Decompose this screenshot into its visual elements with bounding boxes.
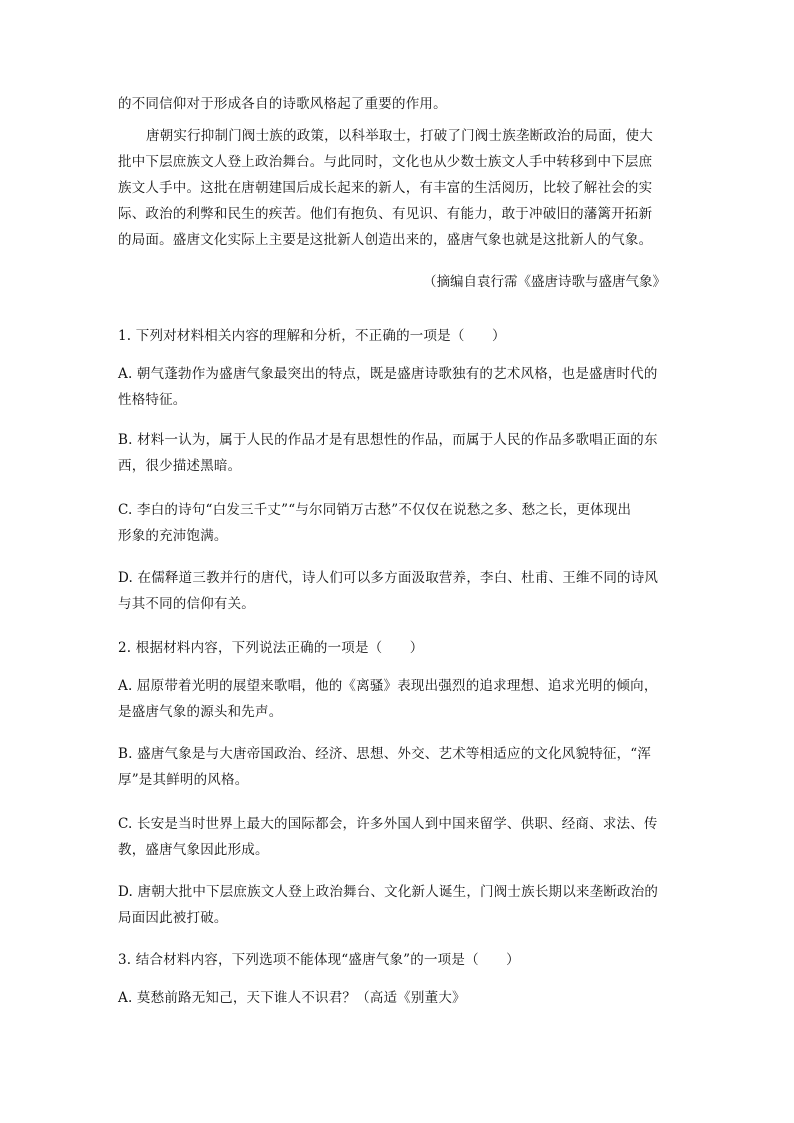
option-line: B. 材料一认为，属于人民的作品才是有思想性的作品，而属于人民的作品多歌唱正面的东: [118, 432, 658, 448]
option-line: 教，盛唐气象因此形成。: [118, 842, 269, 858]
option-line: A. 莫愁前路无知己，天下谁人不识君？（高适《别董大》: [118, 990, 466, 1006]
option-line: B. 盛唐气象是与大唐帝国政治、经济、思想、外交、艺术等相适应的文化风貌特征，“浑: [118, 746, 652, 762]
material-paragraph-tail: 的不同信仰对于形成各自的诗歌风格起了重要的作用。: [118, 96, 447, 112]
option-line: D. 在儒释道三教并行的唐代，诗人们可以多方面汲取营养，李白、杜甫、王维不同的诗风: [118, 570, 659, 586]
option-line: 厚”是其鲜明的风格。: [118, 772, 249, 788]
option-line: A. 屈原带着光明的展望来歌唱，他的《离骚》表现出强烈的追求理想、追求光明的倾向，: [118, 678, 658, 694]
material-paragraph-line: 族文人手中。这批在唐朝建国后成长起来的新人，有丰富的生活阅历，比较了解社会的实: [118, 180, 653, 196]
question-stem: 3. 结合材料内容，下列选项不能体现“盛唐气象”的一项是（ ）: [118, 952, 520, 968]
material-paragraph-line: 唐朝实行抑制门阀士族的政策，以科举取士，打破了门阀士族垄断政治的局面，使大: [146, 128, 653, 144]
question-stem: 2. 根据材料内容，下列说法正确的一项是（ ）: [118, 640, 424, 656]
option-line: 局面因此被打破。: [118, 910, 228, 926]
option-line: 与其不同的信仰有关。: [118, 596, 255, 612]
question-stem: 1. 下列对材料相关内容的理解和分析，不正确的一项是（ ）: [118, 328, 506, 344]
option-line: 西，很少描述黑暗。: [118, 458, 242, 474]
material-paragraph-line: 际、政治的利弊和民生的疾苦。他们有抱负、有见识、有能力，敢于冲破旧的藩篱开拓新: [118, 206, 653, 222]
material-paragraph-line: 的局面。盛唐文化实际上主要是这批新人创造出来的，盛唐气象也就是这批新人的气象。: [118, 232, 653, 248]
option-line: A. 朝气蓬勃作为盛唐气象最突出的特点，既是盛唐诗歌独有的艺术风格，也是盛唐时代的: [118, 366, 658, 382]
option-line: C. 长安是当时世界上最大的国际都会，许多外国人到中国来留学、供职、经商、求法、传: [118, 816, 658, 832]
option-line: 形象的充沛饱满。: [118, 528, 228, 544]
option-line: D. 唐朝大批中下层庶族文人登上政治舞台、文化新人诞生，门阀士族长期以来垄断政治的: [118, 884, 659, 900]
option-line: 性格特征。: [118, 392, 187, 408]
material-paragraph-line: 批中下层庶族文人登上政治舞台。与此同时，文化也从少数士族文人手中转移到中下层庶: [118, 154, 653, 170]
option-line: C. 李白的诗句“白发三千丈”“与尔同销万古愁”不仅仅在说愁之多、愁之长，更体现出: [118, 502, 632, 518]
source-attribution: （摘编自袁行霈《盛唐诗歌与盛唐气象》: [423, 274, 666, 290]
option-line: 是盛唐气象的源头和先声。: [118, 704, 283, 720]
